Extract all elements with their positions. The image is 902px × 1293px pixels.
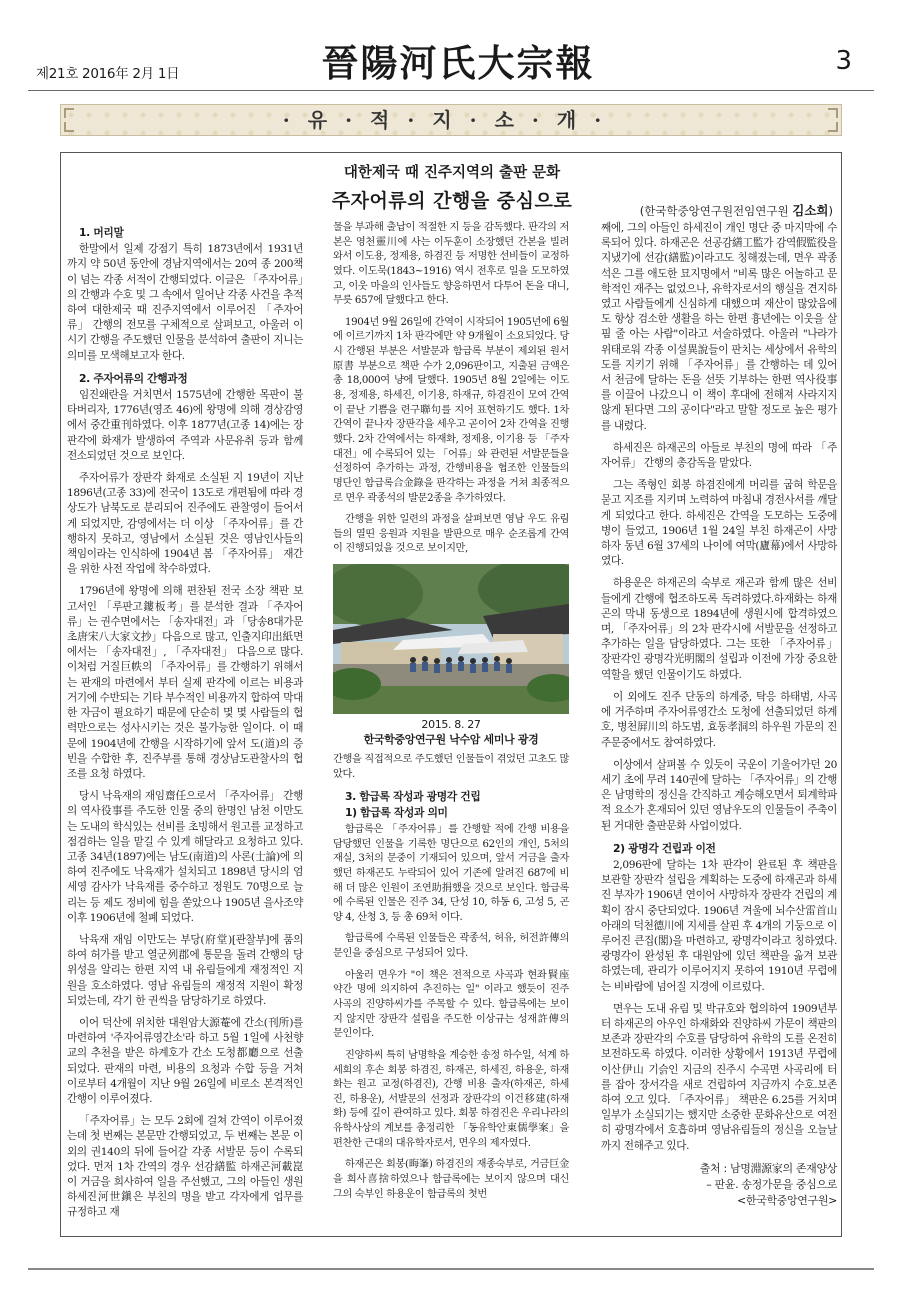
paragraph: 함급록은 「주자어류」를 간행할 적에 간행 비용을 담당했던 인물을 기록한 명단으로 62인의 개인, 5처의 재실, 3처의 문중이 기재되어 있으며, 앞서 거금을 출자했던 하재곤도 누락되어 있어 기존에 알려진 687에 비해 더 많은 인원이 조연助捐했을 것으로 보인다. 함급록에 수록된 인물은 진주 34, 단성 10, 하동 6, 고성 5, 곤양 4, 산청 3, 등 총 69처 이다.	[333, 823, 569, 923]
paragraph: 하세진은 하재곤의 아들로 부친의 명에 따라 「주자어류」 간행의 총감독을 맡았다.	[601, 441, 837, 470]
column-1	[67, 221, 303, 1228]
article	[60, 152, 842, 1237]
seminar-photo-illustration	[333, 564, 569, 714]
paragraph: 이어 덕산에 위치한 대원암大源菴에 간소(刊所)를 마련하여 '주자어류영간소'라 하고 5월 1일에 사천향교의 추천을 받은 하계호가 간소 도청都廳으로 선출되었다. 판재의 마련, 비용의 요청과 수합 등을 거쳐 이로부터 4개월이 지난 9월 26일에 비로소 본격적인 간행이 이루어졌다.	[67, 1016, 303, 1105]
paragraph: 낙육재 재임 이만도는 부당(府堂)[관찰부]에 품의하여 허가를 받고 열군列郡에 통문을 돌려 간행의 당위성을 알리는 한편 지역 내 유림들에게 재정적인 지원을 호소하였다. 영남 유림들의 재정적 지원이 확정되었는데, 각기 한 권씩을 담당하기로 하였다.	[67, 933, 303, 1007]
paragraph: 진양하씨 특히 남명학을 계승한 송정 하수일, 석계 하세희의 후손 회봉 하겸진, 하재곤, 하세진, 하용운, 하재화는 원고 교정(하겸진), 간행 비용 출자(하재곤, 하세진, 하용운), 서발문의 선정과 장판각의 이건移建(하재화) 등에 깊이 관여하고 있다. 회봉 하겸진은 우리나라의 유학사상의 계보를 총정리한 「동유학안東儒學案」을 편찬한 근대의 대유학자로서, 면우의 제자였다.	[333, 1049, 569, 1149]
paragraph: 아울러 면우가 "이 책은 전적으로 사곡과 현좌賢座 약간 명에 의지하여 추진하는 일" 이라고 했듯이 진주 사곡의 진양하씨가를 주목할 수 있다. 함급록에는 보이지 않지만 장판각 설립을 주도한 이상규는 성재許傳의 문인이다.	[333, 969, 569, 1040]
paragraph: 1904년 9월 26일에 간역이 시작되어 1905년에 6월에 이르기까지 1차 판각에만 약 9개월이 소요되었다. 당시 간행된 부분은 서발문과 함급록 부분이 제외된 원서原書 부분으로 책판 수가 2,096판이고, 지출된 금액은 총 18,000여 냥에 달했다. 1905년 8월 2일에는 이도용, 정제용, 하세진, 이기용, 하재규, 하겸진이 모여 간역이 끝난 기쁨을 련구聯句를 지어 표현하기도 했다. 1차 간역이 끝나자 장판각을 세우고 곧이어 2차 간역을 진행했다. 2차 간역에서는 하재화, 정제용, 이기용 등 「주자대전」에 수록되어 있는 「어류」와 관련된 서발문들을 선정하여 추가하는 과정, 간행비용을 협조한 인물들의 명단인 함급록合金錄을 판각하는 과정을 거쳐 최종적으로 면우 곽종석의 발문2종을 추가하였다.	[333, 316, 569, 504]
paragraph: 간행을 직접적으로 주도했던 인물들이 겪었던 고초도 많았다.	[333, 754, 569, 781]
byline-prefix: (한국학중앙연구원전임연구원	[639, 204, 793, 218]
paragraph: 1796년에 왕명에 의해 편찬된 전국 소장 책판 보고서인 「루판고鏤板考」를 분석한 결과 「주자어류」는 권수면에서는 「송자대전」과 「당송8대가문초唐宋八大家文抄」다음으로 많고, 인출지印出紙면에서는 「송자대전」, 「주자대전」 다음으로 많다. 이처럼 거질巨帙의 「주자어류」를 간행하기 위해서는 판재의 마련에서 부터 실제 판각에 이르는 비용과 거기에 수반되는 기타 부수적인 비용까지 합하여 막대한 자금이 필요하기 때문에 단순히 몇 몇 사람들의 협력만으로는 성사시키는 것은 불가능한 일이다. 이 때문에 1904년에 간행을 시작하기에 앞서 도(道)의 증빈을 수합한 후, 진주부를 통해 경상남도관찰사의 협조를 요청 하였다.	[67, 585, 303, 780]
column-3	[601, 221, 837, 1209]
masthead-rule	[28, 90, 874, 91]
author-name: 김소희	[792, 203, 829, 218]
paragraph: 이 외에도 진주 단동의 하계중, 탁응 하태범, 사곡에 거주하며 주자어류영간소 도청에 선출되었던 하계호, 병천屛川의 하도범, 효동孝洞의 하우원 가문의 진주문중에서도 참여하였다.	[601, 690, 837, 749]
source-line: – 판윤. 송정가문을 중심으로	[706, 1177, 837, 1191]
paragraph: 하재곤은 회봉(晦峯) 하겸진의 재종숙부로, 거금巨金을 희사喜捨하였으나 함급록에는 보이지 않으며 대신 그의 숙부인 하용운이 함급록의 첫번	[333, 1159, 569, 1200]
paragraph: 함급록에 수록된 인물들은 곽종석, 허유, 허전許傳의 문인을 중심으로 구성되어 있다.	[333, 933, 569, 960]
subsection-heading: 2) 광명각 건립과 이전	[613, 841, 716, 855]
byline-suffix: )	[828, 204, 833, 218]
paragraph: 주자어류가 장판각 화재로 소실된 지 19년이 지난 1896년(고종 33)에 전국이 13도로 개편됨에 따라 경상도가 남북도로 분리되어 진주에도 관찰영이 들어서게 되었지만, 감영에서는 더 이상 「주자어류」를 간행하지 못하고, 영남에서 소실된 것은 영남인사들의 책임이라는 인식하에 1904년 봄 「주자어류」 재간을 위한 사전 작업에 착수하였다.	[67, 472, 303, 576]
section-heading: 3. 함급록 작성과 광명각 건립	[345, 789, 481, 803]
footer-rule	[28, 1268, 874, 1270]
section-heading: 2. 주자어류의 간행과정	[79, 371, 188, 385]
paragraph: 그는 족형인 회봉 하겸진에게 머리를 굽혀 학문을 묻고 지조를 지키며 노력하여 마침내 경전사서를 깨달게 되었다고 한다. 하세진은 간역을 도모하는 도중에 병이 들었고, 1906년 1월 24일 부친 하재곤이 사망하자 동년 6월 37세의 나이에 여막(廬幕)에서 사망하였다.	[601, 479, 837, 568]
section-heading: 1. 머리말	[79, 226, 124, 239]
article-subtitle: 대한제국 때 진주지역의 출판 문화	[343, 165, 561, 181]
source-line: <한국학중앙연구원>	[737, 1193, 837, 1207]
masthead	[28, 40, 874, 90]
source-note	[601, 1161, 837, 1209]
subsection-heading: 1) 함급록 작성과 의미	[345, 806, 448, 820]
paragraph: 면우는 도내 유림 및 박규호와 협의하여 1909년부터 하재곤의 아우인 하재화와 진양하씨 가문이 책판의 보존과 장판각의 수호를 담당하여 유학의 도를 온전히 보전하도록 하였다. 이러한 상황에서 1913년 무렵에 이산伊山 기슭인 지금의 진주시 수곡면 사곡리에 터를 잡아 장서각을 새로 건립하여 지금까지 수호.보존하여 오고 있다. 「주자어류」 책판은 6.25를 거치며 일부가 소실되기는 했지만 소중한 문화유산으로 여전히 광명각에서 호흡하며 영남유림들의 정신을 오늘날까지 전해주고 있다.	[601, 1002, 837, 1152]
section-title: ·유·적·지·소·개·	[282, 108, 620, 132]
paragraph: 2,096판에 달하는 1차 판각이 완료된 후 책판을 보관할 장판각 설립을 계획하는 도중에 하재곤과 하세진 부자가 1906년 연이어 사망하자 장판각 건립의 계획이 잠시 중단되었다. 1906년 겨울에 뇌수산雷首山 아래의 덕천德川에 지세를 살핀 후 4개의 기둥으로 이루어진 큰집(閣)을 마련하고, 광명각이라고 칭하였다. 광명각이 완성된 후 대원암에 있던 책판을 옮겨 보관하였는데, 관리가 이루어지지 못하여 1910년 무렵에는 비바람에 넘어질 지경에 이르렀다.	[601, 858, 837, 993]
paragraph: 「주자어류」는 모두 2회에 걸쳐 간역이 이루어졌는데 첫 번째는 본문만 간행되었고, 두 번째는 본문 이외의 권140의 뒤에 들어갈 각종 서발문 등이 수록되었다. 먼저 1차 간역의 경우 선감繕監 하재곤河載崑이 거금을 희사하여 일을 주선했고, 그의 아들인 생원 하세진河世鎭은 부친의 명을 받고 각자에게 업무를 규정하고 재	[67, 1115, 303, 1219]
paragraph: 한말에서 일제 강점기 특히 1873년에서 1931년 까지 약 50년 동안에 경남지역에서는 20여 종 200책이 넘는 각종 서적이 간행되었다. 이글은 「주자어류」의 간행과 수호 및 그 속에서 일어난 각종 사건을 추적하여 대한제국 때 진주지역에서 이루어진 「주자어류」 간행의 전모를 구체적으로 살펴보고, 아울러 이 시기 간행을 주도했던 인물을 분석하여 출판이 지니는 의미를 모색해보고자 한다.	[67, 243, 303, 362]
source-line: 출처 : 남명淵源家의 존재양상	[699, 1161, 837, 1175]
photo-date: 2015. 8. 27	[421, 718, 481, 732]
page-number: 3	[835, 46, 852, 76]
section-banner	[60, 104, 842, 136]
paragraph: 간행을 위한 일련의 과정을 살펴보면 영남 우도 유림들의 열띤 응원과 지원을 발판으로 매우 순조롭게 간역이 진행되었을 것으로 보이지만,	[333, 514, 569, 555]
paragraph: 물을 부과해 출납이 적절한 지 등을 감독했다. 판각의 저본은 영천靈川에 사는 이두훈이 소장했던 간본을 빌려와서 이도용, 정제용, 하겸진 등 저명한 선비들이 교정하였다. 이도묵(1843~1916) 역시 전후로 일을 도모하였고, 이웃 마을의 인사들도 향응하면서 다투어 돈을 대니, 무릇 657에 달했다고 한다.	[333, 222, 569, 307]
paragraph: 째에, 그의 아들인 하세진이 개인 명단 중 마지막에 수록되어 있다. 하재곤은 선공감繕工監가 감역假監役을 지냈기에 선감(繕監)이라고도 칭해졌는데, 면우 곽종석은 그를 애도한 묘지명에서 "비록 많은 어놀하고 문학적인 재주는 없었으나, 유학자로서의 행실을 견지하였고 사람들에게 신심하게 대했으며 재산이 많았음에도 항상 검소한 생활을 하는 한편 흉년에는 이웃을 살핌 줄 아는 사람"이라고 서술하였다. 아울러 "나라가 위태로워 각종 이설異說들이 판치는 세상에서 유학의 도를 지키기 위해 「주자어류」를 간행하는 데 있어서 천금에 달하는 돈을 선뜻 기부하는 한편 역사役事를 이끌어 나갔으니 이 책이 후대에 전해져 사라지지 않게 된다면 그의 공이다"라고 말할 정도로 높은 평가를 내렸다.	[601, 222, 837, 432]
seminar-photo	[333, 564, 569, 714]
byline	[640, 201, 833, 219]
photo-caption: 한국학중앙연구원 낙수암 세미나 광경	[363, 732, 539, 746]
article-heading	[321, 161, 583, 213]
paragraph: 당시 낙육재의 재임齋任으로서 「주자어류」 간행의 역사役事를 주도한 인물 중의 한명인 남천 이만도는 도내의 학식있는 선비를 초빙해서 원고를 교정하고 점검하는 일을 맡길 수 있게 해달라고 요청하고 있다. 고종 34년(1897)에는 남도(南道)의 사론(士論)에 의하여 진주에도 낙육재가 설치되고 1898년 당시의 엄세영 감사가 낙육재를 중수하고 정원도 70명으로 늘리는 등 제도 정비에 힘을 쏟았으나 1905년 을사조약 이후 1906년에 철폐 되었다.	[67, 790, 303, 924]
paragraph: 임진왜란을 거치면서 1575년에 간행한 목판이 불타버리자, 1776년(영조 46)에 왕명에 의해 경상감영에서 중간重刊하였다. 이후 1877년(고종 14)에는 장판각에 화재가 발생하여 주역과 사문유취 등과 함께 전소되었던 것으로 보인다.	[67, 389, 303, 462]
newspaper-title: 晉陽河氏大宗報	[321, 41, 595, 85]
paragraph: 이상에서 살펴볼 수 있듯이 국운이 기울어가던 20세기 초에 무려 140권에 달하는 「주자어류」의 간행은 남명학의 정신을 간직하고 계승해오면서 퇴계학파적 요소가 혼재되어 있던 영남우도의 인물들이 주축이 된 거대한 출판문화 사업이었다.	[601, 758, 837, 832]
issue-info: 제21호 2016年 2月 1日	[36, 66, 180, 82]
paragraph: 하용운은 하재곤의 숙부로 재곤과 함께 많은 선비들에게 간행에 협조하도록 독려하였다.하재화는 하재곤의 막내 동생으로 1894년에 생원시에 합격하였으며, 「주자어류」의 2차 판각시에 서발문을 선정하고 추가하는 일을 담당하였다. 그는 또한 「주자어류」 장판각인 광명각光明閣의 설립과 이전에 가장 중요한 역할을 했던 인물이기도 하였다.	[601, 577, 837, 681]
article-headline: 주자어류의 간행을 중심으로	[331, 190, 573, 212]
column-2	[333, 221, 569, 1209]
